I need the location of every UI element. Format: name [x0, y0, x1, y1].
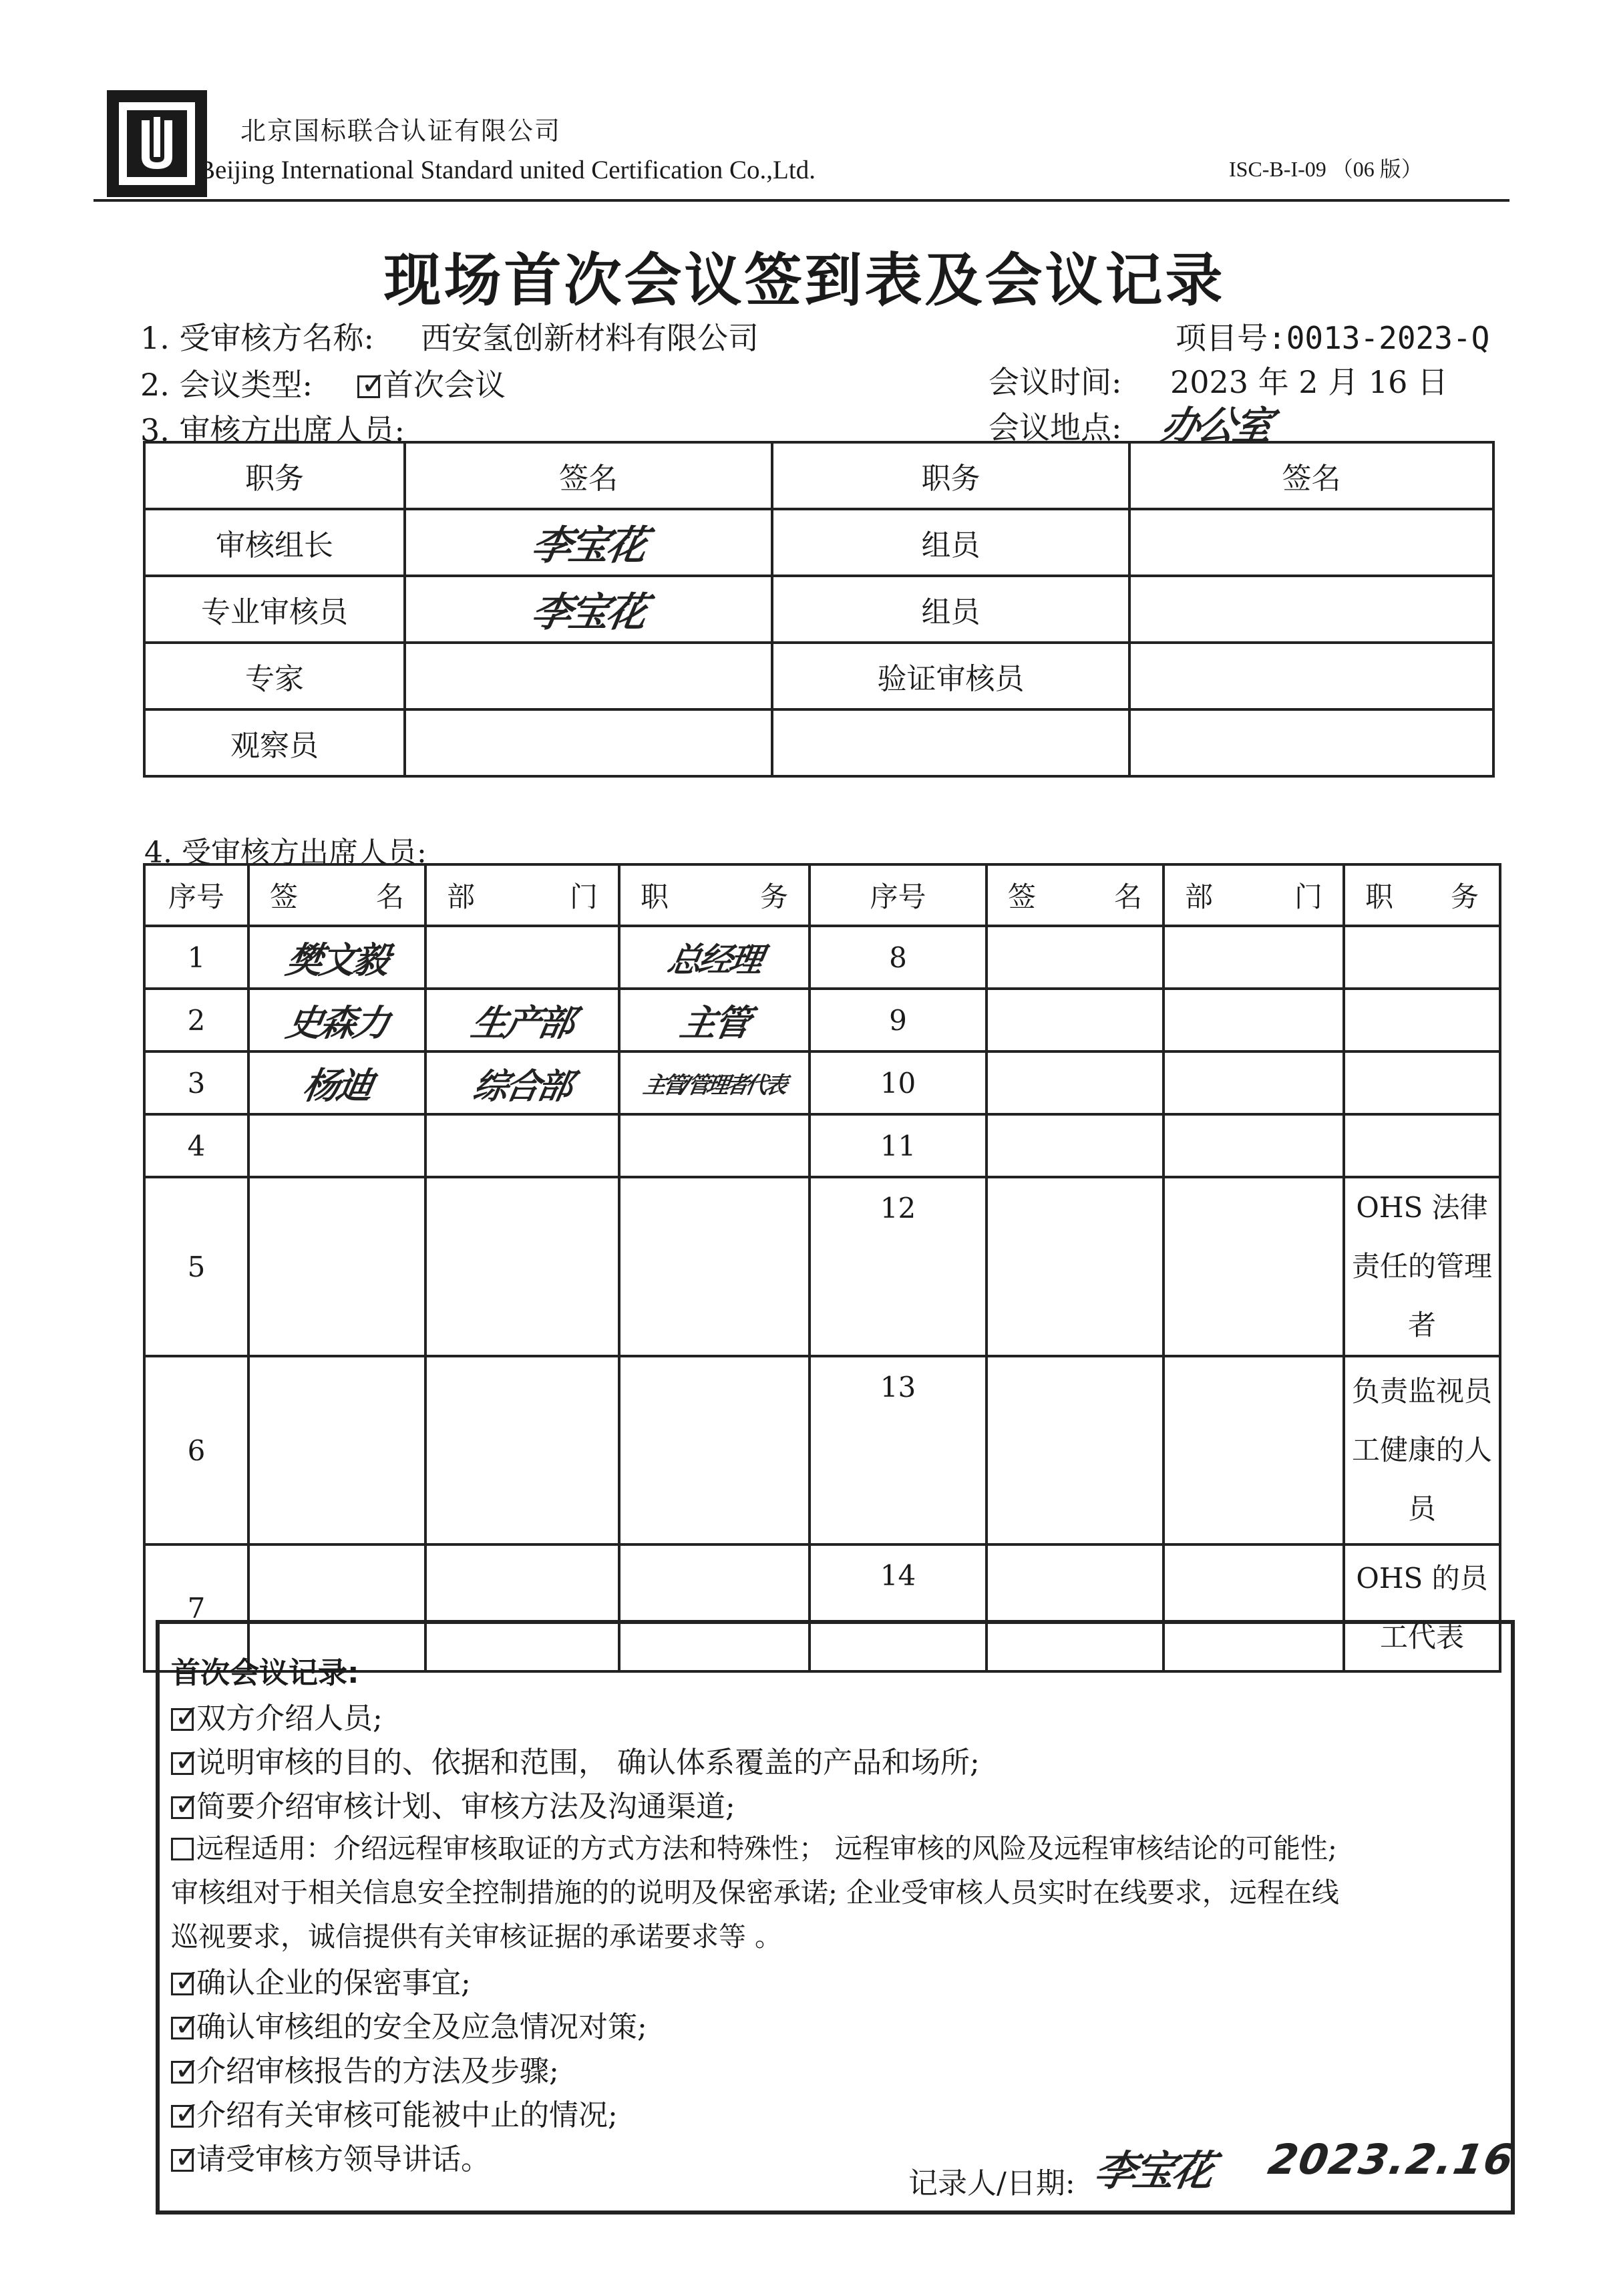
department-cell — [425, 1356, 619, 1544]
row-no: 8 — [810, 926, 987, 989]
department-cell — [425, 926, 619, 989]
recorder-signature: 李宝花 — [1090, 2146, 1216, 2195]
meeting-time-label: 会议时间: — [989, 364, 1122, 400]
minutes-heading: 首次会议记录: — [171, 1656, 359, 1690]
row-no: 2 — [144, 989, 248, 1051]
auditee-attendees-label: 4. 受审核方出席人员: — [144, 836, 427, 870]
role-cell — [619, 1114, 810, 1177]
row-no: 11 — [810, 1114, 987, 1177]
checkbox[interactable] — [171, 1838, 194, 1860]
form-code: ISC-B-I-09 （06 版） — [1229, 157, 1423, 181]
signature-cell — [987, 989, 1164, 1051]
minutes-item: ✓介绍有关审核可能被中止的情况; — [171, 2091, 618, 2134]
minutes-item-remote-cont: 巡视要求，诚信提供有关审核证据的承诺要求等 。 — [171, 1921, 783, 1953]
role-member: 组员 — [772, 509, 1129, 576]
role-cell — [619, 1051, 810, 1114]
signature-cell — [1129, 509, 1493, 576]
signature-cell — [405, 509, 772, 576]
minutes-item: ✓确认审核组的安全及应急情况对策; — [171, 2003, 647, 2045]
role-health-monitor: 负责监视员工健康的人员 — [1344, 1356, 1500, 1544]
role-ohs-legal-manager: OHS 法律责任的管理者 — [1344, 1177, 1500, 1356]
role-member: 组员 — [772, 576, 1129, 643]
checkbox[interactable] — [171, 2061, 194, 2084]
header-department: 部 门 — [425, 864, 619, 926]
role-cell — [619, 989, 810, 1051]
minutes-item: ✓双方介绍人员; — [171, 1694, 383, 1737]
role-cell — [1344, 989, 1500, 1051]
signature-cell — [987, 1356, 1164, 1544]
checkbox[interactable] — [171, 1973, 194, 1995]
row-no: 10 — [810, 1051, 987, 1114]
role-cell — [619, 1177, 810, 1356]
signature-cell — [987, 926, 1164, 989]
meeting-place-value: 办公室 — [1157, 403, 1274, 448]
handwritten-role: 主管/管理者代表 — [641, 1072, 787, 1099]
header-signature: 签名 — [405, 442, 772, 509]
checkbox[interactable] — [171, 1752, 194, 1775]
department-cell — [425, 1051, 619, 1114]
signature-cell — [1129, 643, 1493, 709]
signature-cell — [405, 576, 772, 643]
row-no: 3 — [144, 1051, 248, 1114]
meeting-place-label: 会议地点: — [989, 409, 1122, 446]
signature-cell — [987, 1114, 1164, 1177]
company-name-cn: 北京国标联合认证有限公司 — [240, 116, 562, 146]
role-cell — [1344, 1114, 1500, 1177]
handwritten-department: 综合部 — [470, 1066, 574, 1107]
header-role: 职 务 — [619, 864, 810, 926]
checkbox[interactable] — [171, 2105, 194, 2128]
row-no: 9 — [810, 989, 987, 1051]
department-cell — [1164, 1114, 1344, 1177]
signature-cell — [248, 926, 425, 989]
header-department: 部 门 — [1164, 864, 1344, 926]
handwritten-signature: 李宝花 — [527, 589, 649, 636]
signature-cell — [248, 989, 425, 1051]
checkbox[interactable] — [171, 1796, 194, 1819]
header-role: 职 务 — [1344, 864, 1500, 926]
meeting-type-label: 2. 会议类型: — [140, 367, 313, 403]
row-no: 14 — [810, 1544, 987, 1671]
header-signature: 签 名 — [248, 864, 425, 926]
signature-cell — [248, 1356, 425, 1544]
header-role: 职务 — [772, 442, 1129, 509]
header-signature: 签 名 — [987, 864, 1164, 926]
handwritten-signature: 李宝花 — [527, 522, 649, 569]
department-cell — [425, 1114, 619, 1177]
department-cell — [1164, 989, 1344, 1051]
minutes-item-remote: 远程适用：介绍远程审核取证的方式方法和特殊性； 远程审核的风险及远程审核结论的可能性; — [171, 1826, 1337, 1866]
header-role: 职务 — [144, 442, 405, 509]
handwritten-signature: 杨迪 — [299, 1064, 374, 1107]
row-no: 5 — [144, 1177, 248, 1356]
row-no: 4 — [144, 1114, 248, 1177]
checkbox[interactable] — [171, 2017, 194, 2039]
document-title: 现场首次会议签到表及会议记录 — [383, 247, 1226, 314]
company-seal-logo — [107, 90, 207, 197]
row-no: 13 — [810, 1356, 987, 1544]
handwritten-department: 生产部 — [468, 1001, 576, 1044]
department-cell — [1164, 1177, 1344, 1356]
header-signature: 签名 — [1129, 442, 1493, 509]
role-cell — [772, 709, 1129, 776]
department-cell — [1164, 926, 1344, 989]
department-cell — [1164, 1051, 1344, 1114]
role-cell — [619, 1356, 810, 1544]
role-expert: 专家 — [144, 643, 405, 709]
recorder-date: 2023.2.16 — [1264, 2135, 1519, 2184]
checkbox[interactable] — [171, 2149, 194, 2172]
first-meeting-checkbox[interactable] — [357, 375, 380, 398]
row-no: 1 — [144, 926, 248, 989]
handwritten-role: 总经理 — [664, 941, 763, 979]
handwritten-role: 主管 — [677, 1001, 751, 1044]
project-number: 项目号:0013-2023-Q — [1176, 320, 1490, 356]
role-cell — [619, 926, 810, 989]
minutes-item: ✓简要介绍审核计划、审核方法及沟通渠道; — [171, 1782, 735, 1825]
handwritten-signature: 樊文毅 — [283, 939, 391, 981]
role-observer: 观察员 — [144, 709, 405, 776]
signature-cell — [405, 643, 772, 709]
signature-cell — [987, 1177, 1164, 1356]
row-no: 12 — [810, 1177, 987, 1356]
recorder-label: 记录人/日期: — [908, 2166, 1075, 2200]
company-name-en: Beijing International Standard united Certification Co.,Ltd. — [198, 156, 816, 184]
audit-team-table — [143, 441, 1495, 778]
handwritten-signature: 史森力 — [283, 1001, 391, 1044]
header-no: 序号 — [810, 864, 987, 926]
checkbox[interactable] — [171, 1708, 194, 1731]
meeting-type — [357, 361, 506, 405]
minutes-item-remote-cont: 审核组对于相关信息安全控制措施的的说明及保密承诺; 企业受审核人员实时在线要求，远程在线 — [171, 1876, 1339, 1909]
role-verification-auditor: 验证审核员 — [772, 643, 1129, 709]
role-cell — [1344, 1051, 1500, 1114]
meeting-time-value: 2023 年 2 月 16 日 — [1170, 364, 1448, 400]
signature-cell — [1129, 709, 1493, 776]
audit-team-label: 3. 审核方出席人员: — [140, 412, 405, 448]
row-no: 7 — [144, 1544, 248, 1671]
role-professional-auditor: 专业审核员 — [144, 576, 405, 643]
signature-cell — [248, 1114, 425, 1177]
auditee-attendee-table — [143, 863, 1501, 1673]
header-no: 序号 — [144, 864, 248, 926]
meeting-type-value: 首次会议 — [383, 367, 506, 403]
signature-cell — [248, 1051, 425, 1114]
minutes-item: ✓请受审核方领导讲话。 — [171, 2135, 490, 2178]
signature-cell — [987, 1051, 1164, 1114]
header-divider — [94, 199, 1509, 202]
row-no: 6 — [144, 1356, 248, 1544]
minutes-item: ✓说明审核的目的、依据和范围， 确认体系覆盖的产品和场所; — [171, 1738, 980, 1781]
role-team-leader: 审核组长 — [144, 509, 405, 576]
department-cell — [425, 989, 619, 1051]
department-cell — [425, 1177, 619, 1356]
auditee-label: 1. 受审核方名称: — [140, 320, 375, 356]
role-ohs-employee-representative: OHS 的员工代表 — [1344, 1544, 1500, 1671]
signature-cell — [1129, 576, 1493, 643]
minutes-item: ✓确认企业的保密事宜; — [171, 1959, 471, 2001]
role-cell — [1344, 926, 1500, 989]
signature-cell — [248, 1177, 425, 1356]
signature-cell — [405, 709, 772, 776]
department-cell — [1164, 1356, 1344, 1544]
auditee-value: 西安氢创新材料有限公司 — [421, 320, 759, 356]
minutes-item: ✓介绍审核报告的方法及步骤; — [171, 2047, 559, 2090]
